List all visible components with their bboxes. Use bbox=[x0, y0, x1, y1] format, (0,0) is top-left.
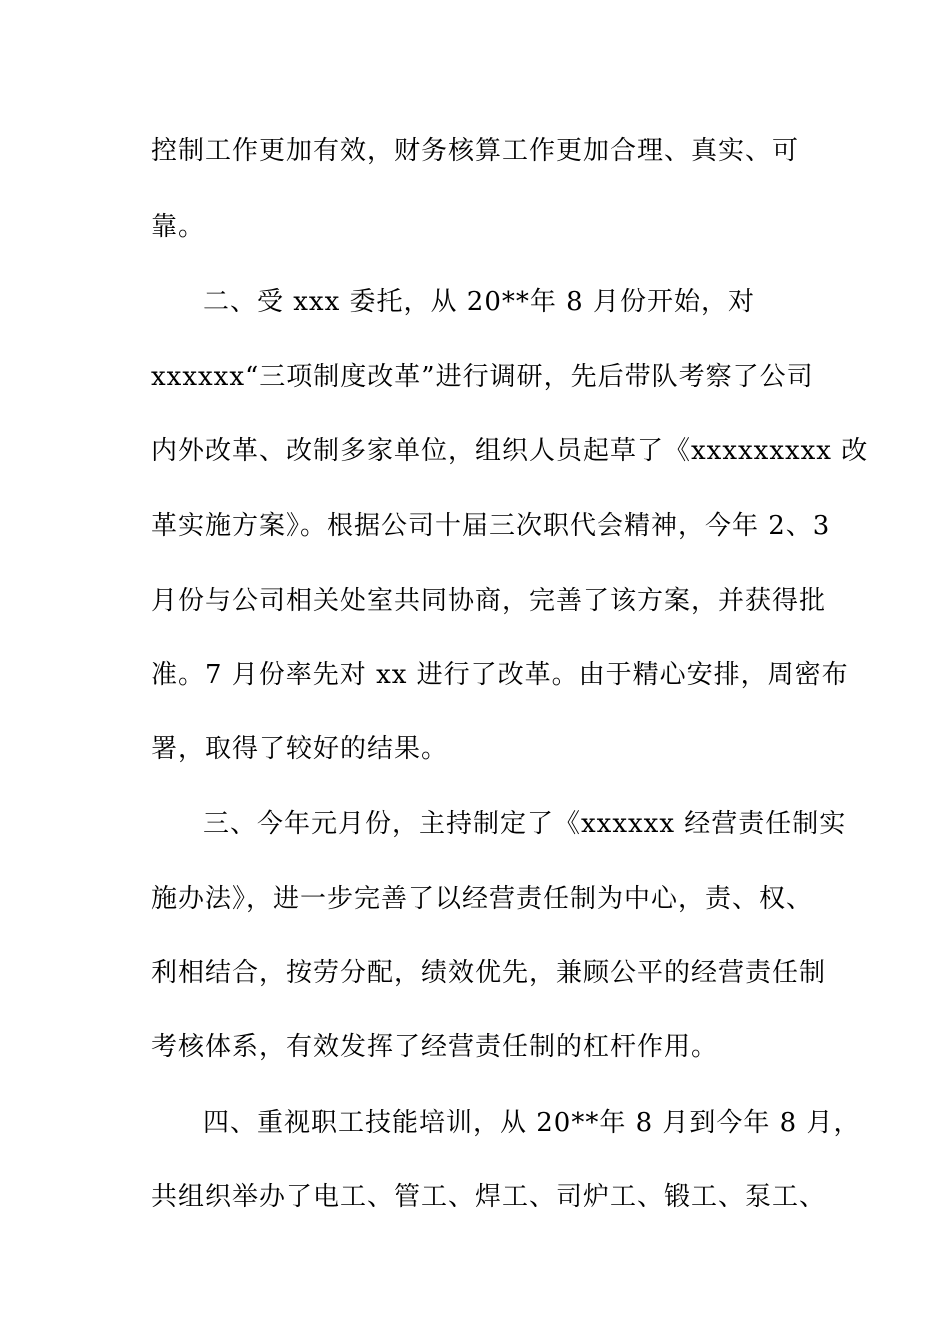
paragraph-start-line: 二、受 xxx 委托，从 20**年 8 月份开始，对 bbox=[203, 287, 755, 317]
text-line: 月份与公司相关处室共同协商，完善了该方案，并获得批 bbox=[151, 586, 827, 616]
text-line: 署，取得了较好的结果。 bbox=[151, 734, 449, 764]
text-line: 共组织举办了电工、管工、焊工、司炉工、锻工、泵工、 bbox=[151, 1182, 827, 1212]
text-line: 准。7 月份率先对 xx 进行了改革。由于精心安排，周密布 bbox=[151, 660, 849, 690]
text-line: 控制工作更加有效，财务核算工作更加合理、真实、可 bbox=[151, 136, 800, 166]
paragraph-start-line: 三、今年元月份，主持制定了《xxxxxx 经营责任制实 bbox=[203, 809, 847, 839]
text-line: xxxxxx“三项制度改革”进行调研，先后带队考察了公司 bbox=[151, 362, 814, 392]
paragraph-start-line: 四、重视职工技能培训，从 20**年 8 月到今年 8 月， bbox=[203, 1108, 861, 1138]
text-line: 利相结合，按劳分配，绩效优先，兼顾公平的经营责任制 bbox=[151, 958, 827, 988]
text-line: 革实施方案》。根据公司十届三次职代会精神，今年 2、3 bbox=[151, 511, 831, 541]
text-line: 靠。 bbox=[151, 212, 206, 242]
text-line: 施办法》，进一步完善了以经营责任制为中心，责、权、 bbox=[151, 884, 814, 914]
text-line: 内外改革、改制多家单位，组织人员起草了《xxxxxxxxx 改 bbox=[151, 436, 869, 466]
text-line: 考核体系，有效发挥了经营责任制的杠杆作用。 bbox=[151, 1032, 719, 1062]
